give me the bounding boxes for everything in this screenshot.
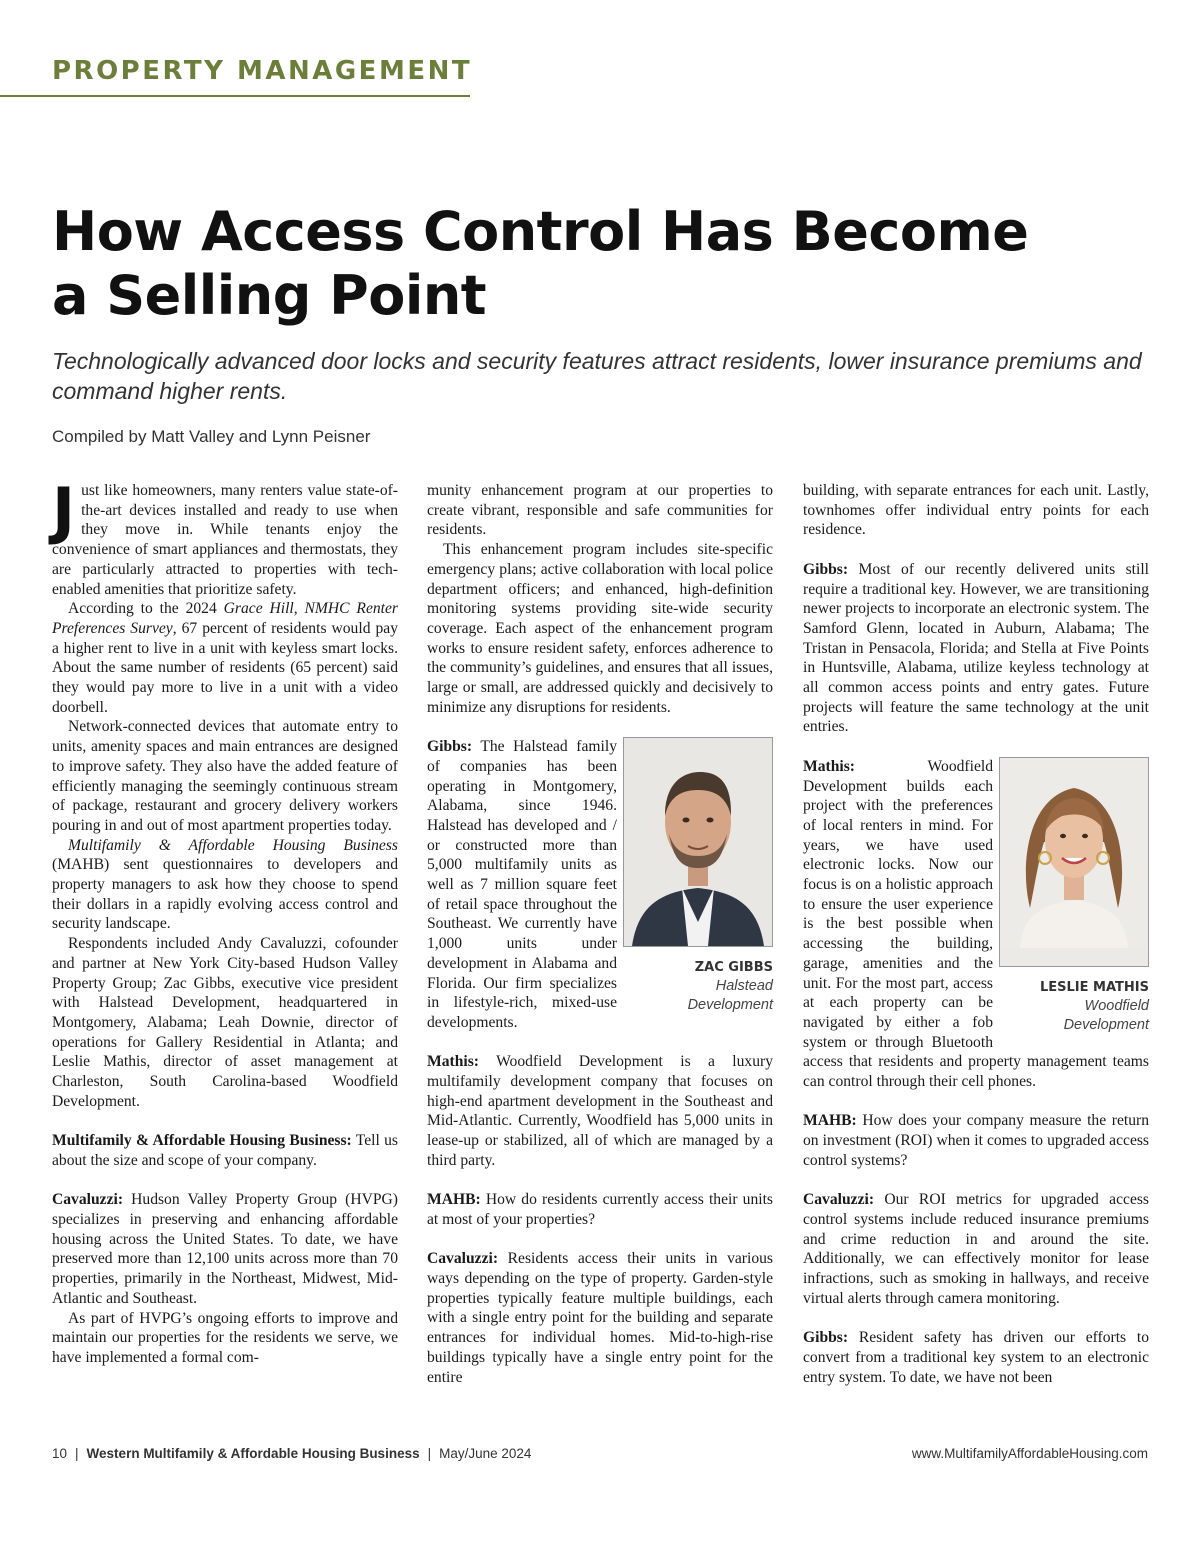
answer-cavaluzzi-3 xyxy=(803,1190,1149,1308)
photo-caption-name: LESLIE MATHIS xyxy=(1040,979,1149,995)
devices-paragraph: Network-connected devices that automate entry to units, amenity spaces and main entrances are designed to improve safety. They also have the added feature of efficiently managing the seemingly continuous stream of package, restaurant and grocery delivery workers pouring in and out of most apartment properties today. xyxy=(52,718,398,834)
photo-caption-org-2: Development xyxy=(687,997,773,1014)
answer-cavaluzzi-1 xyxy=(52,1190,398,1308)
speaker-label: Gibbs: xyxy=(803,560,849,578)
answer-text: Our ROI metrics for upgraded access control systems include reduced insurance premiums and crime reduction in and around the site. Additionally, we can effectively monitor for lease infractions, such as smoking in hallways, and receive virtual alerts through camera monitoring. xyxy=(803,1191,1149,1307)
answer-gibbs-1 xyxy=(427,737,773,1033)
question-text: How do residents currently access their units at most of your properties? xyxy=(427,1191,773,1228)
column-3 xyxy=(803,481,1149,1387)
question-text: Tell us about the size and scope of your company. xyxy=(52,1132,399,1169)
question-label: Multifamily & Affordable Housing Business: xyxy=(52,1132,352,1150)
answer-text: Woodfield Development is a luxury multifamily development company that focuses on high-end apartment development in the Southeast and Mid-Atlantic. Currently, Woodfield has 5,000 units in lease-up or stabilized, all of which are managed by a third party. xyxy=(427,1053,773,1169)
speaker-label: Mathis: xyxy=(427,1053,479,1071)
answer-cavaluzzi-2 xyxy=(427,1249,773,1387)
portrait-man-icon xyxy=(624,738,772,946)
column-2 xyxy=(427,481,773,1387)
answer-mathis-2 xyxy=(803,757,1149,1092)
drop-cap: J xyxy=(52,474,76,547)
answer-text: Hudson Valley Property Group (HVPG) specializes in preserving and enhancing affordable housing across the United States. To date, we have preserved more than 12,100 units across more than 70 properties, primarily in the Northeast, Midwest, Mid-Atlantic and Southeast. xyxy=(52,1191,398,1307)
answer-text: Woodfield Development builds each project with the preferences of local renters in mind. For years, we have used electronic locks. Now our focus is on a holistic approach to ensure the user experience is the best possible when accessing the building, garage, amenities and the unit. For the most part, access at each property can be navigated by either a fob system or through Bluetooth access that residents and property management teams can control through their cell phones. xyxy=(803,757,1149,1091)
title-line-1: How Access Control Has Become xyxy=(52,200,1029,263)
section-divider xyxy=(0,95,470,97)
answer-gibbs-3 xyxy=(803,1328,1149,1387)
photo-caption-name: ZAC GIBBS xyxy=(694,960,773,976)
photo-leslie-mathis xyxy=(999,757,1149,1035)
intro-paragraph xyxy=(52,474,398,599)
survey-paragraph xyxy=(52,599,398,717)
speaker-label: Gibbs: xyxy=(803,1329,849,1347)
publication-title: Western Multifamily & Affordable Housing Business xyxy=(86,1446,420,1461)
photo-caption-org-1: Halstead xyxy=(715,978,773,995)
website-url: www.MultifamilyAffordableHousing.com xyxy=(911,1446,1148,1461)
issue-date: May/June 2024 xyxy=(439,1446,532,1461)
photo-caption-org-2: Development xyxy=(1063,1016,1149,1033)
question-text: How does your company measure the return on investment (ROI) when it comes to upgraded access control systems? xyxy=(803,1112,1149,1169)
answer-text: Residents access their units in various ways depending on the type of property. Garden-style properties typically feature multiple buildings, each with a single entry point for the building and separate entrances for individual homes. Mid-to-high-rise buildings typically have a single entry point for the entire xyxy=(427,1250,773,1386)
speaker-label: Cavaluzzi: xyxy=(52,1191,124,1209)
question-2 xyxy=(427,1190,773,1229)
speaker-label: Cavaluzzi: xyxy=(427,1250,499,1268)
footer-separator: | xyxy=(427,1446,432,1461)
answer-gibbs-2 xyxy=(803,560,1149,737)
question-label: MAHB: xyxy=(427,1191,481,1209)
speaker-label: Gibbs: xyxy=(427,738,473,756)
speaker-label: Cavaluzzi: xyxy=(803,1191,875,1209)
headshot-image xyxy=(623,737,773,947)
page-number: 10 xyxy=(52,1446,68,1461)
article-title xyxy=(52,200,1152,328)
footer-left xyxy=(52,1446,531,1461)
photo-zac-gibbs xyxy=(623,737,773,1015)
respondents-paragraph: Respondents included Andy Cavaluzzi, cofounder and partner at New York City-based Hudson Valley Property Group; Zac Gibbs, executive vice president with Halstead Development, headquartered in Montgomery, Alabama; Leah Downie, director of operations for Gallery Residential in Atlanta; and Leslie Mathis, director of asset management at Charleston, South Carolina-based Woodfield Development. xyxy=(52,935,398,1110)
answer-text: The Halstead family of companies has been operating in Montgomery, Alabama, since 1946. Halstead has developed and / or constructed more than 5,000 multifamily units as well as 7 million square feet of retail space throughout the Southeast. We currently have 1,000 units under development in Alabama and Florida. Our firm specializes in lifestyle-rich, mixed-use developments. xyxy=(427,738,617,1031)
question-label: MAHB: xyxy=(803,1112,857,1130)
mahb-paragraph xyxy=(52,836,398,935)
byline: Compiled by Matt Valley and Lynn Peisner xyxy=(52,427,371,446)
portrait-woman-icon xyxy=(1000,758,1148,948)
headshot-image xyxy=(999,757,1149,967)
mahb-text: (MAHB) sent questionnaires to developers and property managers to ask how they choose to spend their dollars in a rapidly evolving access control and security landscape. xyxy=(52,856,398,933)
column-1 xyxy=(52,474,399,1368)
survey-title: Grace Hill, NMHC Renter Preferences Survey xyxy=(52,600,398,637)
survey-text-b: , 67 percent of residents would pay a higher rent to live in a unit with keyless smart locks. About the same number of residents (65 percent) said they would pay more to live in a unit with a video doorbell. xyxy=(52,619,398,716)
article-subtitle: Technologically advanced door locks and security features attract residents, lower insurance premiums and command higher rents. xyxy=(52,348,1142,404)
question-3 xyxy=(803,1111,1149,1170)
answer-text: Resident safety has driven our efforts to convert from a traditional key system to an electronic entry system. To date, we have not been xyxy=(803,1329,1149,1386)
enhancement-paragraph-1: munity enhancement program at our properties to create vibrant, responsible and safe communities for residents. xyxy=(427,482,773,539)
footer-separator: | xyxy=(75,1446,79,1461)
section-label: PROPERTY MANAGEMENT xyxy=(52,56,473,86)
enhancement-paragraph-2: This enhancement program includes site-specific emergency plans; active collaboration with local police department officers; and enhanced, high-definition monitoring systems providing site-wide security coverage. Each aspect of the enhancement program works to ensure resident safety, enforces adherence to the community’s guidelines, and ensures that all issues, large or small, are addressed quickly and decisively to minimize any disruptions for residents. xyxy=(427,541,773,716)
photo-caption-org-1: Woodfield xyxy=(1084,997,1149,1014)
title-line-2: a Selling Point xyxy=(52,264,487,327)
answer-text: Most of our recently delivered units still require a traditional key. However, we are transitioning newer projects to incorporate an electronic system. The Samford Glenn, located in Auburn, Alabama; The Tristan in Pensacola, Florida; and Stella at Five Points in Huntsville, Alabama, utilize keyless technology at all common access points and entry gates. Future projects will feature the same technology at the unit entries. xyxy=(803,560,1149,736)
publication-name: Multifamily & Affordable Housing Business xyxy=(68,836,398,854)
survey-text-a: According to the 2024 xyxy=(68,600,224,618)
access-paragraph: building, with separate entrances for each unit. Lastly, townhomes offer individual entry points for each residence. xyxy=(803,482,1149,539)
answer-mathis-1 xyxy=(427,1052,773,1170)
question-1 xyxy=(52,1131,398,1170)
hvpg-paragraph: As part of HVPG’s ongoing efforts to improve and maintain our properties for the residents we serve, we have implemented a formal com- xyxy=(52,1309,398,1366)
speaker-label: Mathis: xyxy=(803,757,855,775)
intro-text: ust like homeowners, many renters value state-of-the-art devices installed and ready to use when they move in. While tenants enjoy the convenience of smart appliances and thermostats, they are particularly attracted to properties with tech-enabled amenities that prioritize safety. xyxy=(52,482,398,598)
